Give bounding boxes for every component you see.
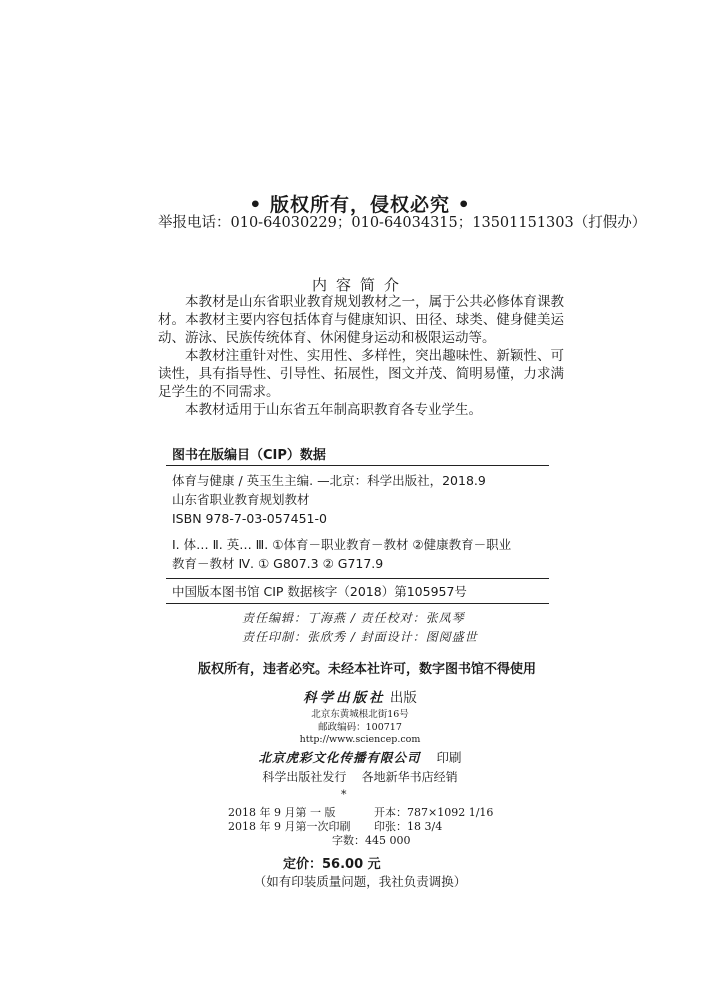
edition-date: 2018 年 9 月第 一 版 — [228, 806, 336, 819]
price-label: 定价：56.00 元 — [283, 857, 381, 872]
cip-middle-rule — [166, 578, 549, 579]
editor-credits — [242, 609, 478, 647]
edition-info — [228, 806, 494, 848]
distribution-line: 科学出版社发行 各地新华书店经销 — [262, 770, 458, 784]
summary-paragraph: 本教材适用于山东省五年制高职教育各专业学生。 — [185, 402, 482, 418]
warranty-note: （如有印装质量问题，我社负责调换） — [253, 874, 467, 889]
publisher-url: http://www.sciencep.com — [299, 734, 421, 745]
cip-line: ISBN 978-7-03-057451-0 — [172, 511, 327, 526]
separator-star: * — [341, 788, 347, 801]
cip-line: 山东省职业教育规划教材 — [172, 492, 310, 507]
publisher-address: 北京东黄城根北街16号 — [311, 709, 409, 720]
summary-paragraph: 本教材注重针对性、实用性、多样性，突出趣味性、新颖性、可读性，具有指导性、引导性、拓展性，图文并茂、简明易懂，力求满足学生的不同需求。 — [158, 348, 564, 400]
publisher-suffix: 出版 — [389, 690, 417, 706]
credit-line: 责任编辑：丁海燕 / 责任校对：张凤琴 — [242, 611, 465, 625]
cip-top-rule — [166, 465, 549, 466]
edition-format: 开本：787×1092 1/16 — [374, 806, 494, 819]
summary-paragraph: 本教材是山东省职业教育规划教材之一，属于公共必修体育课教材。本教材主要内容包括体育与健康知识、田径、球类、健身健美运动、游泳、民族传统体育、休闲健身运动和极限运动等。 — [158, 294, 564, 346]
printer-suffix: 印刷 — [436, 750, 462, 765]
printer-line — [0, 748, 720, 766]
cip-record: 中国版本图书馆 CIP 数据核字（2018）第105957号 — [172, 584, 467, 599]
printer-name: 北京虎彩文化传播有限公司 — [258, 750, 421, 765]
summary-text — [158, 293, 564, 419]
print-sheets: 印张：18 3/4 — [374, 820, 443, 833]
cip-title: 图书在版编目（CIP）数据 — [172, 448, 326, 463]
cip-bottom-rule — [166, 603, 549, 604]
publisher-postcode: 邮政编码：100717 — [318, 722, 402, 733]
print-date: 2018 年 9 月第一次印刷 — [228, 820, 351, 833]
publisher-line — [0, 686, 720, 706]
cip-line: 体育与健康 / 英玉生主编. —北京：科学出版社，2018.9 — [172, 473, 486, 488]
credit-line: 责任印制：张欣秀 / 封面设计：图阅盛世 — [242, 630, 478, 644]
rights-notice: 版权所有，违者必究。未经本社许可，数字图书馆不得使用 — [198, 662, 537, 677]
word-count: 字数：445 000 — [332, 834, 411, 847]
summary-title: 内容简介 — [311, 276, 408, 294]
cip-line: Ⅰ. 体… Ⅱ. 英… Ⅲ. ①体育－职业教育－教材 ②健康教育－职业 — [172, 537, 512, 552]
publisher-name: 科学出版社 — [303, 690, 386, 706]
cip-line: 教育－教材 Ⅳ. ① G807.3 ② G717.9 — [172, 556, 384, 571]
report-phone-line: 举报电话：010-64030229；010-64034315；13501151303（打假办） — [158, 215, 647, 231]
copyright-heading: • 版权所有，侵权必究 • — [249, 194, 471, 216]
cip-entry — [172, 471, 548, 573]
